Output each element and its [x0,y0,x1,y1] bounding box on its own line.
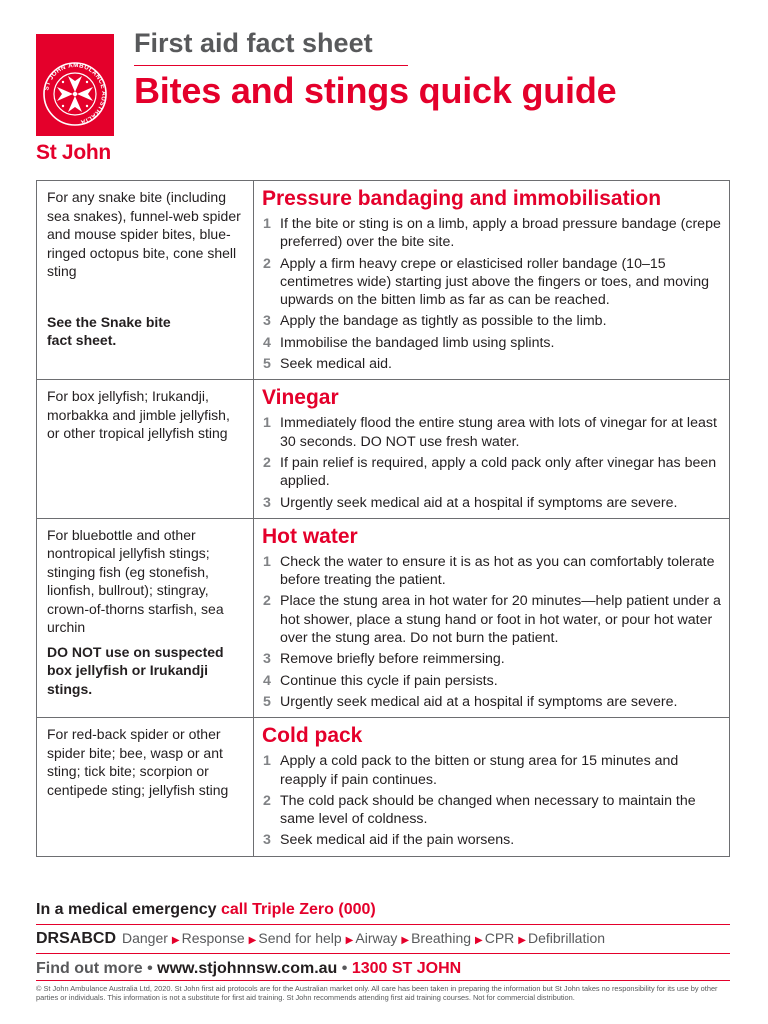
step-item [262,454,721,491]
arrow-right-icon: ▶ [475,935,483,946]
step-number: 3 [263,651,271,668]
step-number: 2 [263,454,271,471]
step-number: 1 [263,753,271,770]
step-number: 5 [263,356,271,373]
drsabcd-step-text: Send for help [258,930,342,946]
title-divider [134,65,408,66]
drsabcd-step-text: Breathing [411,930,472,946]
step-item [262,355,721,373]
drsabcd-step-text: Danger [122,930,168,946]
st-john-logo [36,34,114,162]
step-item [262,215,721,252]
treatment-heading: Vinegar [262,386,339,410]
see-fact-sheet-note [47,313,244,350]
step-list [262,215,721,373]
step-item [262,693,721,711]
treatment-cell [254,718,729,855]
step-text: Apply the bandage as tightly as possible to the limb. [280,313,607,330]
step-text: Remove briefly before reimmersing. [280,651,505,668]
treatment-heading: Hot water [262,524,358,548]
arrow-right-icon: ▶ [345,935,354,946]
maltese-cross-icon [36,34,114,136]
step-item [262,494,721,512]
drsabcd-step-text: Airway [355,930,398,946]
website-link[interactable]: www.stjohnnsw.com.au [157,960,338,977]
fact-sheet-kicker: First aid fact sheet [134,28,373,58]
drsabcd-step [249,930,342,946]
drsabcd-step [172,930,245,946]
step-text: Seek medical aid. [280,356,392,373]
warning-note: DO NOT use on suspected box jellyfish or Irukandji stings. [47,643,224,697]
footer-divider-middle [36,953,730,954]
logo-wordmark: St John [36,141,111,164]
drsabcd-step-text: CPR [484,930,515,946]
find-out-more-line [36,960,461,978]
step-text: The cold pack should be changed when necessary to maintain the same level of coldness. [280,792,696,828]
table-row-vinegar [37,379,729,517]
step-number: 2 [263,792,271,809]
step-text: Apply a firm heavy crepe or elasticised roller bandage (10–15 centimetres wide) starting just above the fingers or toes, and moving upwards on the bitten limb as far as can be reached. [280,255,709,309]
arrow-right-icon: ▶ [248,935,257,946]
step-item [262,414,721,451]
step-text: Immediately flood the entire stung area with lots of vinegar for at least 30 seconds. DO NOT use fresh water. [280,415,717,450]
copyright-disclaimer: © St John Ambulance Australia Ltd, 2020. St John first aid protocols are for the Australian market only. All care has been taken in preparing the information but St John takes no responsibility for its use by other parties or individuals. This information is not a substitute for first aid training. St John recommends attending first aid training courses. Not for commercial distribution. [36,984,718,1002]
applies-to-text: For red-back spider or other spider bite; bee, wasp or ant sting; tick bite; scorpion or centipede sting; jellyfish sting [47,726,229,798]
step-text: Check the water to ensure it is as hot as you can comfortably tolerate before treating the patient. [280,553,715,589]
footer-separator: • [341,960,348,977]
step-text: Place the stung area in hot water for 20 minutes—help patient under a hot shower, place a stung hand or foot in hot water, or pour hot water over the stung area. Do not burn the patient. [280,593,721,647]
step-number: 5 [263,693,271,710]
arrow-right-icon: ▶ [171,935,180,946]
table-row-pressure-bandaging [37,181,729,379]
applies-to-cell [37,181,254,379]
note-line-1: See the Snake bite [47,313,171,330]
step-text: Continue this cycle if pain persists. [280,672,498,689]
step-number: 1 [263,216,271,232]
step-item [262,312,721,330]
step-number: 1 [263,415,271,432]
page-title: Bites and stings quick guide [134,70,617,111]
step-number: 3 [263,832,271,849]
step-list [262,553,721,711]
step-item [262,650,721,668]
applies-to-text: For any snake bite (including sea snakes), funnel-web spider and mouse spider bites, blue-ringed octopus bite, cone shell sting [47,189,241,279]
emergency-line [36,901,376,919]
table-row-cold-pack [37,717,729,855]
footer-divider-bottom [36,980,730,981]
treatment-cell [254,380,729,517]
step-text: If the bite or sting is on a limb, apply a broad pressure bandage (crepe preferred) over the bite site. [280,216,721,251]
step-item [262,672,721,690]
logo-ring-text: ST JOHN AMBULANCE AUSTRALIA [43,61,108,126]
table-row-hot-water [37,518,729,717]
drsabcd-line [36,930,609,948]
drsabcd-step [122,930,168,946]
drsabcd-step-text: Defibrillation [528,930,606,946]
step-text: Immobilise the bandaged limb using splints. [280,334,555,351]
emergency-text: In a medical emergency [36,901,217,918]
step-number: 1 [263,553,271,570]
emergency-call-number: call Triple Zero (000) [220,901,376,918]
applies-to-cell [37,519,254,717]
step-text: Urgently seek medical aid at a hospital if symptoms are severe. [280,693,678,710]
applies-to-text: For bluebottle and other nontropical jellyfish stings; stinging fish (eg stonefish, lionfish, bullrout); stingray, crown-of-thorns starfish, sea urchin [47,526,224,636]
drsabcd-label: DRSABCD [36,930,116,947]
step-number: 3 [263,313,271,330]
applies-to-text: For box jellyfish; Irukandji, morbakka and jimble jellyfish, or other tropical jellyfish sting [47,388,230,442]
step-text: Urgently seek medical aid at a hospital if symptoms are severe. [280,494,678,511]
arrow-right-icon: ▶ [518,935,526,946]
step-item [262,792,721,829]
drsabcd-step [401,930,471,946]
step-item [262,831,721,849]
step-list [262,752,721,849]
find-out-label: Find out more • [36,960,153,977]
step-item [262,334,721,352]
drsabcd-step [346,930,398,946]
treatment-heading: Cold pack [262,724,363,748]
step-item [262,255,721,310]
logo-red-box [36,34,114,136]
step-number: 4 [263,334,271,351]
applies-to-cell [37,380,254,517]
step-item [262,553,721,590]
step-number: 3 [263,494,271,511]
step-item [262,592,721,647]
step-number: 2 [263,593,271,610]
drsabcd-step [518,930,605,946]
step-number: 4 [263,672,271,689]
step-list [262,414,721,511]
treatment-cell [254,181,729,379]
applies-to-cell [37,718,254,855]
phone-number[interactable]: 1300 ST JOHN [351,960,462,977]
step-text: Apply a cold pack to the bitten or stung area for 15 minutes and reapply if pain continues. [280,753,679,788]
step-item [262,752,721,789]
step-text: Seek medical aid if the pain worsens. [280,832,515,849]
treatment-cell [254,519,729,717]
drsabcd-step [475,930,514,946]
step-number: 2 [263,255,271,272]
bites-stings-table [36,180,730,857]
arrow-right-icon: ▶ [401,935,410,946]
drsabcd-step-text: Response [181,930,245,946]
treatment-heading: Pressure bandaging and immobilisation [262,187,662,210]
footer-divider-top [36,924,730,925]
step-text: If pain relief is required, apply a cold pack only after vinegar has been applied. [280,454,717,490]
note-line-2: fact sheet. [47,332,117,348]
